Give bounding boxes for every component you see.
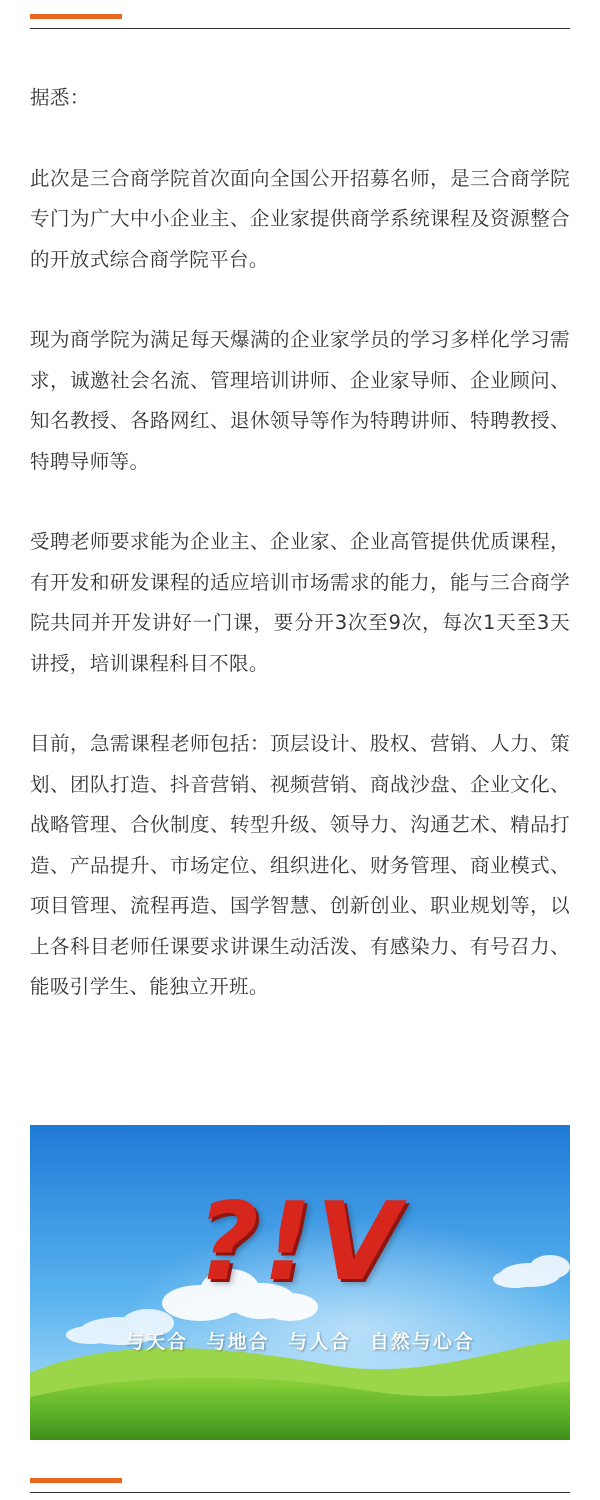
divider-line xyxy=(30,1492,570,1493)
paragraph-invitation: 现为商学院为满足每天爆满的企业家学员的学习多样化学习需求，诚邀社会名流、管理培训讲师、企业家导师、企业顾问、知名教授、各路网红、退休领导等作为特聘讲师、特聘教授、特聘导师等。 xyxy=(30,328,570,473)
paragraph-about: 此次是三合商学院首次面向全国公开招募名师，是三合商学院专门为广大中小企业主、企业家提供商学系统课程及资源整合的开放式综合商学院平台。 xyxy=(30,166,570,271)
orange-accent-bar xyxy=(30,1478,122,1483)
article-body xyxy=(30,78,570,1048)
bottom-divider xyxy=(30,1478,570,1494)
banner-title: ?!V xyxy=(196,1180,404,1305)
paragraph-requirements: 受聘老师要求能为企业主、企业家、企业高管提供优质课程，有开发和研发课程的适应培训市场需求的能力，能与三合商学院共同并开发讲好一门课，要分开3次至9次，每次1天至3天讲授，培训课程科目不限。 xyxy=(30,530,570,675)
paragraph-intro: 据悉： xyxy=(30,86,90,109)
paragraph-courses: 目前，急需课程老师包括：顶层设计、股权、营销、人力、策划、团队打造、抖音营销、视频营销、商战沙盘、企业文化、战略管理、合伙制度、转型升级、领导力、沟通艺术、精品打造、产品提升、市场定位、组织进化、财务管理、商业模式、项目管理、流程再造、国学智慧、创新创业、职业规划等，以上各科目老师任课要求讲课生动活泼、有感染力、有号召力、能吸引学生、能独立开班。 xyxy=(30,732,570,998)
divider-line xyxy=(30,28,570,29)
top-divider xyxy=(30,14,570,30)
banner-image xyxy=(30,1125,570,1440)
banner-slogan: 与天合 与地合 与人合 自然与心合 xyxy=(125,1331,475,1353)
orange-accent-bar xyxy=(30,14,122,19)
